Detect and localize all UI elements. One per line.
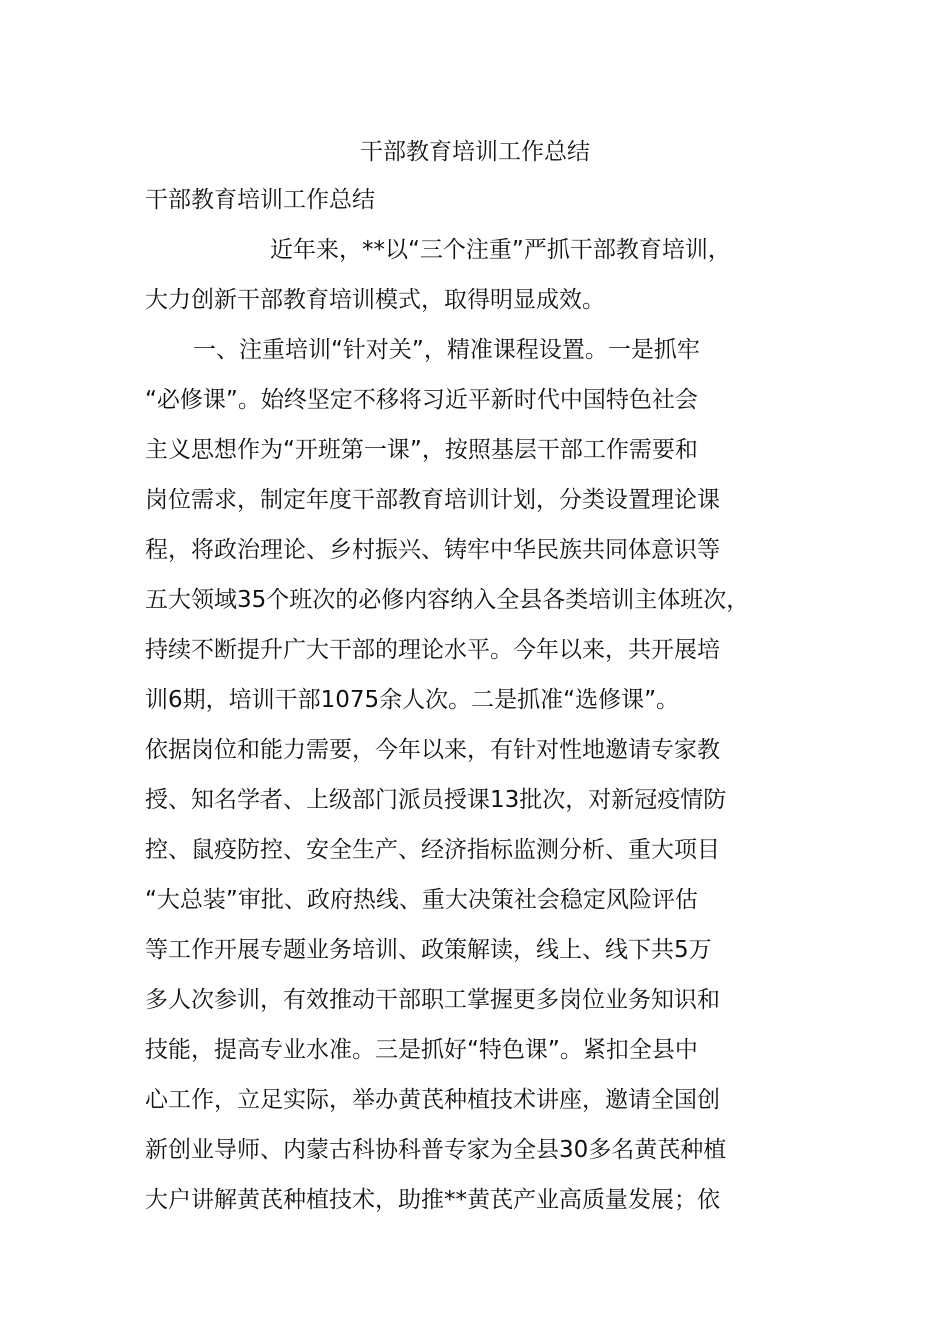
paragraph-line: 大力创新干部教育培训模式，取得明显成效。 — [145, 287, 605, 313]
paragraph-line: 程，将政治理论、乡村振兴、铸牢中华民族共同体意识等 — [145, 537, 720, 563]
paragraph-line: 多人次参训，有效推动干部职工掌握更多岗位业务知识和 — [145, 987, 720, 1013]
document-subtitle: 干部教育培训工作总结 — [145, 187, 375, 213]
paragraph-line: 控、鼠疫防控、安全生产、经济指标监测分析、重大项目 — [145, 837, 720, 863]
paragraph-line: 新创业导师、内蒙古科协科普专家为全县30多名黄芪种植 — [145, 1137, 727, 1163]
paragraph-line: 等工作开展专题业务培训、政策解读，线上、线下共5万 — [145, 937, 712, 963]
document-title: 干部教育培训工作总结 — [360, 139, 590, 165]
paragraph-line: 一、注重培训“针对关”，精准课程设置。一是抓牢 — [193, 337, 700, 363]
paragraph-line: “必修课”。始终坚定不移将习近平新时代中国特色社会 — [145, 387, 698, 413]
paragraph-line: 心工作，立足实际，举办黄芪种植技术讲座，邀请全国创 — [145, 1087, 720, 1113]
paragraph-line: 五大领域35个班次的必修内容纳入全县各类培训主体班次， — [145, 587, 750, 613]
paragraph-line: 大户讲解黄芪种植技术，助推**黄芪产业高质量发展；依 — [145, 1187, 720, 1213]
paragraph-line: 技能，提高专业水准。三是抓好“特色课”。紧扣全县中 — [145, 1037, 698, 1063]
paragraph-line: 训6期，培训干部1075余人次。二是抓准“选修课”。 — [145, 687, 679, 713]
paragraph-line: 依据岗位和能力需要，今年以来，有针对性地邀请专家教 — [145, 737, 720, 763]
paragraph-line: 主义思想作为“开班第一课”，按照基层干部工作需要和 — [145, 437, 698, 463]
paragraph-line: “大总装”审批、政府热线、重大决策社会稳定风险评估 — [145, 887, 698, 913]
paragraph-line: 持续不断提升广大干部的理论水平。今年以来，共开展培 — [145, 637, 720, 663]
paragraph-line: 岗位需求，制定年度干部教育培训计划，分类设置理论课 — [145, 487, 720, 513]
paragraph-line: 授、知名学者、上级部门派员授课13批次，对新冠疫情防 — [145, 787, 727, 813]
paragraph-line: 近年来，**以“三个注重”严抓干部教育培训， — [270, 237, 731, 263]
